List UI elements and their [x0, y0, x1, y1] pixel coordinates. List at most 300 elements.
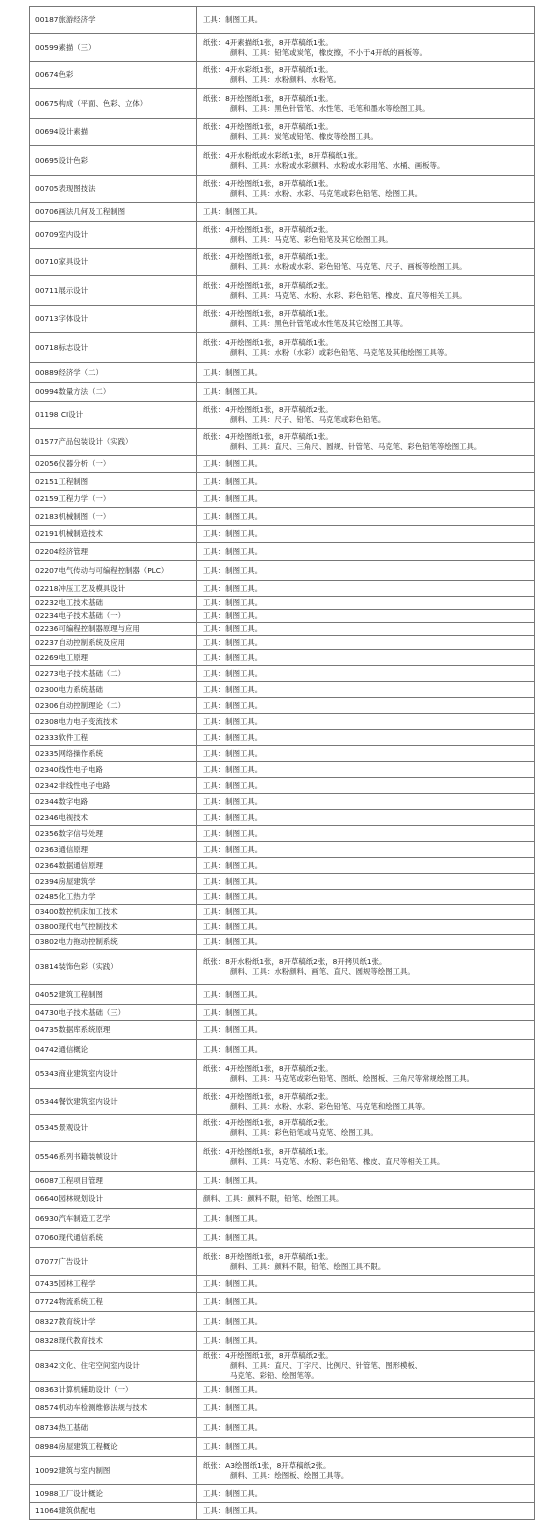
requirement-line: 颜料、工具：颜料不限，铅笔、绘图工具不限。 — [230, 1261, 386, 1271]
course-name: 00994数量方法（二） — [30, 383, 197, 402]
requirement-line: 工具：制图工具。 — [203, 828, 263, 838]
table-row — [30, 1293, 535, 1312]
requirement-line: 颜料、工具：直尺、三角尺、圆规、针管笔、马克笔、彩色铅笔等绘图工具。 — [230, 442, 482, 451]
table-row — [30, 826, 535, 842]
table-row — [30, 794, 535, 810]
requirement-cell — [197, 682, 535, 698]
requirement-line: 工具：制图工具。 — [203, 1297, 263, 1306]
requirement-line: 纸张：4开绘图纸1张，8开草稿纸1张。 — [203, 337, 333, 347]
table-row — [30, 650, 535, 666]
table-row — [30, 276, 535, 306]
table-row — [30, 730, 535, 746]
course-name: 08734热工基础 — [30, 1418, 197, 1438]
course-name: 11064建筑供配电 — [30, 1503, 197, 1520]
course-name: 02151工程制图 — [30, 473, 197, 491]
table-row — [30, 491, 535, 508]
requirement-cell — [197, 794, 535, 810]
course-name: 02191机械制造技术 — [30, 526, 197, 543]
course-name: 02306自动控制理论（二） — [30, 698, 197, 714]
table-row — [30, 1021, 535, 1040]
requirement-line: 纸张：4开绘图纸1张，8开草稿纸2张。 — [203, 1351, 333, 1360]
table-row — [30, 1060, 535, 1089]
table-row — [30, 1399, 535, 1418]
table-row — [30, 119, 535, 146]
requirement-cell — [197, 746, 535, 762]
course-name: 00718标志设计 — [30, 333, 197, 363]
table-row — [30, 666, 535, 682]
requirement-cell — [197, 1351, 535, 1382]
requirement-line: 颜料、工具：马克笔、彩色铅笔及其它绘图工具。 — [230, 235, 393, 244]
requirement-cell — [197, 363, 535, 383]
requirement-cell — [197, 1089, 535, 1115]
requirement-line: 工具：制图工具。 — [203, 876, 263, 886]
requirement-cell — [197, 920, 535, 935]
requirement-cell — [197, 508, 535, 526]
requirement-line: 颜料、工具：颜料不限，铅笔、绘图工具。 — [203, 1194, 344, 1203]
requirement-line: 纸张：4开素描纸1张，8开草稿纸1张。 — [203, 37, 333, 47]
requirement-cell — [197, 1312, 535, 1332]
course-name: 02159工程力学（一） — [30, 491, 197, 508]
table-row — [30, 543, 535, 561]
course-name: 05343商业建筑室内设计 — [30, 1060, 197, 1089]
table-row — [30, 935, 535, 950]
course-name: 00710家具设计 — [30, 249, 197, 276]
requirement-line: 颜料、工具：直尺、丁字尺、比例尺、针管笔、图形模板、 — [230, 1361, 423, 1370]
course-name: 01198 CI设计 — [30, 402, 197, 429]
requirement-line: 工具：制图工具。 — [203, 1422, 263, 1432]
table-row — [30, 473, 535, 491]
requirement-cell — [197, 176, 535, 203]
requirement-line: 颜料、工具：尺子、铅笔、马克笔或彩色铅笔。 — [230, 415, 386, 424]
course-name: 00694设计素描 — [30, 119, 197, 146]
requirement-line: 纸张：8开水粉纸1张，8开草稿纸2张，8开拷贝纸1张。 — [203, 957, 387, 966]
course-name: 10092建筑与室内制图 — [30, 1457, 197, 1485]
table-row — [30, 905, 535, 920]
course-name: 06930汽车制造工艺学 — [30, 1209, 197, 1229]
requirement-line: 纸张：8开绘图纸1张，8开草稿纸1张。 — [203, 93, 333, 103]
course-name: 00705表现图技法 — [30, 176, 197, 203]
requirement-cell — [197, 1418, 535, 1438]
course-name: 02232电工技术基础 — [30, 597, 197, 610]
course-name: 02300电力系统基础 — [30, 682, 197, 698]
requirement-line: 工具：制图工具。 — [203, 1007, 263, 1017]
requirement-line: 颜料、工具：水粉、水彩、彩色铅笔、马克笔和绘图工具等。 — [230, 1101, 430, 1111]
course-name: 02356数字信号处理 — [30, 826, 197, 842]
course-name: 07077广告设计 — [30, 1248, 197, 1276]
table-row — [30, 526, 535, 543]
requirement-cell — [197, 985, 535, 1005]
requirement-cell — [197, 473, 535, 491]
course-name: 00713字体设计 — [30, 306, 197, 333]
requirement-line: 纸张：4开绘图纸1张，8开草稿纸2张。 — [203, 405, 333, 414]
table-row — [30, 429, 535, 456]
table-row — [30, 746, 535, 762]
requirement-cell — [197, 402, 535, 429]
requirement-line: 工具：制图工具。 — [203, 387, 263, 396]
requirement-cell — [197, 950, 535, 985]
requirement-cell — [197, 610, 535, 623]
course-name: 00675构成（平面、色彩、立体） — [30, 89, 197, 119]
requirement-line: 纸张：4开水粉纸或水彩纸1张，8开草稿纸1张。 — [203, 150, 363, 160]
table-row — [30, 810, 535, 826]
requirement-line: 工具：制图工具。 — [203, 565, 263, 575]
requirement-line: 工具：制图工具。 — [203, 476, 263, 486]
table-row — [30, 249, 535, 276]
requirement-line: 工具：制图工具。 — [203, 1403, 263, 1412]
course-name: 02394房屋建筑学 — [30, 874, 197, 890]
table-row — [30, 1457, 535, 1485]
requirement-cell — [197, 597, 535, 610]
requirement-cell — [197, 222, 535, 249]
drawing-tools-table — [29, 6, 535, 1520]
requirement-line: 工具：制图工具。 — [203, 780, 263, 790]
course-name: 02363通信原理 — [30, 842, 197, 858]
course-name: 02269电工原理 — [30, 650, 197, 666]
table-row — [30, 333, 535, 363]
table-row — [30, 1005, 535, 1021]
course-name: 02364数据通信原理 — [30, 858, 197, 874]
requirement-line: 颜料、工具：水粉、水彩、马克笔或彩色铅笔、绘图工具。 — [230, 189, 423, 198]
requirement-line: 工具：制图工具。 — [203, 1488, 263, 1498]
course-name: 02335网络操作系统 — [30, 746, 197, 762]
requirement-cell — [197, 1060, 535, 1089]
requirement-cell — [197, 650, 535, 666]
table-row — [30, 698, 535, 714]
requirement-line: 工具：制图工具。 — [203, 716, 263, 726]
course-name: 06087工程项目管理 — [30, 1172, 197, 1190]
requirement-cell — [197, 826, 535, 842]
requirement-cell — [197, 666, 535, 682]
requirement-cell — [197, 874, 535, 890]
requirement-line: 颜料、工具：黑色针管笔或水性笔及其它绘图工具等。 — [230, 319, 408, 328]
requirement-line: 纸张：4开绘图纸1张，8开草稿纸2张。 — [203, 280, 333, 290]
table-row — [30, 1418, 535, 1438]
table-body — [30, 7, 535, 1520]
course-name: 08328现代教育技术 — [30, 1332, 197, 1351]
requirement-cell — [197, 623, 535, 636]
requirement-line: 纸张：4开绘图纸1张，8开草稿纸1张。 — [203, 309, 333, 318]
requirement-line: 工具：制图工具。 — [203, 546, 263, 556]
table-row — [30, 920, 535, 935]
requirement-cell — [197, 1276, 535, 1293]
requirement-cell — [197, 383, 535, 402]
course-name: 02236可编程控制器原理与应用 — [30, 623, 197, 636]
requirement-cell — [197, 276, 535, 306]
requirement-cell — [197, 119, 535, 146]
requirement-line: 纸张：4开绘图纸1张，8开草稿纸1张。 — [203, 432, 333, 441]
requirement-line: 工具：制图工具。 — [203, 207, 263, 216]
table-row — [30, 778, 535, 794]
table-row — [30, 1190, 535, 1209]
requirement-cell — [197, 1040, 535, 1060]
requirement-line: 马克笔、彩铅、绘图笔等。 — [230, 1371, 319, 1380]
requirement-line: 工具：制图工具。 — [203, 624, 263, 633]
requirement-line: 工具：制图工具。 — [203, 1044, 263, 1054]
requirement-line: 工具：制图工具。 — [203, 937, 263, 946]
course-name: 02207电气传动与可编程控制器（PLC） — [30, 561, 197, 581]
requirement-line: 颜料、工具：炭笔或铅笔、橡皮等绘图工具。 — [230, 132, 378, 141]
requirement-line: 纸张：4开绘图纸1张，8开草稿纸2张。 — [203, 1064, 333, 1073]
course-name: 07724物流系统工程 — [30, 1293, 197, 1312]
table-row — [30, 1142, 535, 1172]
table-row — [30, 203, 535, 222]
course-name: 02485化工热力学 — [30, 890, 197, 905]
course-name: 05344餐饮建筑室内设计 — [30, 1089, 197, 1115]
course-name: 02342非线性电子电路 — [30, 778, 197, 794]
table-row — [30, 1382, 535, 1399]
table-row — [30, 950, 535, 985]
requirement-cell — [197, 778, 535, 794]
course-name: 10988工厂设计概论 — [30, 1485, 197, 1503]
table-row — [30, 62, 535, 89]
requirement-line: 纸张：4开绘图纸1张，8开草稿纸1张。 — [203, 122, 333, 131]
course-name: 05345景观设计 — [30, 1115, 197, 1142]
table-row — [30, 1503, 535, 1520]
requirement-line: 工具：制图工具。 — [203, 907, 263, 916]
requirement-line: 工具：制图工具。 — [203, 1442, 263, 1451]
course-name: 00187旅游经济学 — [30, 7, 197, 34]
requirement-cell — [197, 1438, 535, 1457]
table-row — [30, 1089, 535, 1115]
requirement-line: 工具：制图工具。 — [203, 1316, 263, 1326]
requirement-cell — [197, 1399, 535, 1418]
requirement-line: 工具：制图工具。 — [203, 668, 263, 678]
requirement-cell — [197, 1248, 535, 1276]
requirement-cell — [197, 935, 535, 950]
requirement-cell — [197, 890, 535, 905]
table-row — [30, 842, 535, 858]
course-name: 05546系列书籍装帧设计 — [30, 1142, 197, 1172]
course-name: 00599素描（三） — [30, 34, 197, 62]
table-row — [30, 363, 535, 383]
requirement-cell — [197, 698, 535, 714]
requirement-cell — [197, 561, 535, 581]
requirement-line: 颜料、工具：水粉颜料、画笔、直尺、圆规等绘图工具。 — [230, 967, 415, 976]
requirement-line: 颜料、工具：马克笔、水粉、水彩、彩色铅笔、橡皮、直尺等相关工具。 — [230, 290, 467, 300]
course-name: 03400数控机床加工技术 — [30, 905, 197, 920]
table-row — [30, 1209, 535, 1229]
requirement-cell — [197, 810, 535, 826]
requirement-cell — [197, 1190, 535, 1209]
requirement-line: 工具：制图工具。 — [203, 1025, 263, 1034]
requirement-cell — [197, 1005, 535, 1021]
course-name: 07060现代通信系统 — [30, 1229, 197, 1248]
table-row — [30, 597, 535, 610]
requirement-line: 工具：制图工具。 — [203, 15, 263, 24]
course-name: 02183机械制图（一） — [30, 508, 197, 526]
requirement-line: 纸张：4开绘图纸1张，8开草稿纸1张。 — [203, 1146, 333, 1156]
course-name: 03814装饰色彩（实践） — [30, 950, 197, 985]
requirement-line: 颜料、工具：水粉（水彩）或彩色铅笔、马克笔及其他绘图工具等。 — [230, 347, 452, 357]
requirement-cell — [197, 543, 535, 561]
table-row — [30, 1332, 535, 1351]
requirement-line: 纸张：4开绘图纸1张，8开草稿纸2张。 — [203, 1118, 333, 1127]
requirement-cell — [197, 1229, 535, 1248]
table-row — [30, 1248, 535, 1276]
course-name: 04052建筑工程制图 — [30, 985, 197, 1005]
requirement-cell — [197, 1142, 535, 1172]
table-row — [30, 306, 535, 333]
requirement-cell — [197, 456, 535, 473]
course-name: 00711展示设计 — [30, 276, 197, 306]
course-name: 02346电视技术 — [30, 810, 197, 826]
course-name: 02333软件工程 — [30, 730, 197, 746]
requirement-line: 颜料、工具：马克笔或彩色铅笔、图纸、绘图板、三角尺等常规绘图工具。 — [230, 1074, 474, 1083]
table-row — [30, 1172, 535, 1190]
requirement-cell — [197, 526, 535, 543]
table-row — [30, 7, 535, 34]
table-row — [30, 714, 535, 730]
requirement-cell — [197, 491, 535, 508]
requirement-cell — [197, 203, 535, 222]
course-name: 02218冲压工艺及模具设计 — [30, 581, 197, 597]
requirement-line: 工具：制图工具。 — [203, 611, 263, 620]
requirement-line: 颜料、工具：彩色铅笔或马克笔、绘图工具。 — [230, 1128, 378, 1137]
requirement-cell — [197, 842, 535, 858]
requirement-cell — [197, 1021, 535, 1040]
table-row — [30, 874, 535, 890]
requirement-cell — [197, 333, 535, 363]
table-row — [30, 1351, 535, 1382]
course-name: 03800现代电气控制技术 — [30, 920, 197, 935]
course-name: 02234电子技术基础（一） — [30, 610, 197, 623]
course-name: 02308电力电子变流技术 — [30, 714, 197, 730]
requirement-cell — [197, 636, 535, 650]
course-name: 04735数据库系统原理 — [30, 1021, 197, 1040]
requirement-line: 工具：制图工具。 — [203, 1279, 263, 1288]
requirement-line: 纸张：4开绘图纸1张，8开草稿纸2张。 — [203, 225, 333, 234]
requirement-line: 颜料、工具：水粉或水彩颜料、水粉或水彩用笔、水桶、画板等。 — [230, 160, 445, 170]
requirement-line: 工具：制图工具。 — [203, 1175, 263, 1185]
course-name: 02237自动控制系统及应用 — [30, 636, 197, 650]
requirement-line: 工具：制图工具。 — [203, 637, 263, 647]
requirement-line: 颜料、工具：黑色针管笔、水性笔、毛笔和墨水等绘图工具。 — [230, 103, 430, 113]
requirement-line: 工具：制图工具。 — [203, 812, 263, 822]
requirement-line: 工具：制图工具。 — [203, 684, 263, 694]
table-row — [30, 34, 535, 62]
requirement-cell — [197, 858, 535, 874]
course-name: 00674色彩 — [30, 62, 197, 89]
requirement-cell — [197, 730, 535, 746]
table-row — [30, 581, 535, 597]
requirement-line: 工具：制图工具。 — [203, 1233, 263, 1242]
requirement-cell — [197, 249, 535, 276]
requirement-line: 工具：制图工具。 — [203, 922, 263, 931]
requirement-cell — [197, 306, 535, 333]
course-name: 02204经济管理 — [30, 543, 197, 561]
course-name: 08984房屋建筑工程概论 — [30, 1438, 197, 1457]
requirement-cell — [197, 1172, 535, 1190]
requirement-line: 纸张：A3绘图纸1张，8开草稿纸2张。 — [203, 1460, 331, 1470]
requirement-line: 工具：制图工具。 — [203, 1385, 263, 1394]
requirement-line: 工具：制图工具。 — [203, 494, 263, 503]
table-row — [30, 146, 535, 176]
course-name: 02273电子技术基础（二） — [30, 666, 197, 682]
requirement-cell — [197, 1485, 535, 1503]
requirement-line: 纸张：4开绘图纸1张，8开草稿纸2张。 — [203, 1091, 333, 1101]
course-name: 02056仪器分析（一） — [30, 456, 197, 473]
table-row — [30, 1276, 535, 1293]
table-row — [30, 89, 535, 119]
requirement-cell — [197, 1115, 535, 1142]
table-row — [30, 858, 535, 874]
table-row — [30, 456, 535, 473]
requirement-cell — [197, 762, 535, 778]
requirement-line: 工具：制图工具。 — [203, 367, 263, 377]
requirement-cell — [197, 1457, 535, 1485]
requirement-line: 颜料、工具：马克笔、水粉、彩色铅笔、橡皮、直尺等相关工具。 — [230, 1156, 445, 1166]
course-name: 03802电力拖动控制系统 — [30, 935, 197, 950]
requirement-line: 颜料、工具：水粉颜料、水粉笔。 — [230, 75, 341, 84]
requirement-line: 工具：制图工具。 — [203, 892, 263, 901]
requirement-line: 工具：制图工具。 — [203, 989, 263, 999]
requirement-line: 纸张：4开绘图纸1张，8开草稿纸1张。 — [203, 179, 333, 188]
table-row — [30, 682, 535, 698]
table-row — [30, 985, 535, 1005]
course-name: 00706画法几何及工程制图 — [30, 203, 197, 222]
course-name: 02340线性电子电路 — [30, 762, 197, 778]
table-row — [30, 1229, 535, 1248]
course-name: 08342文化、住宅空间室内设计 — [30, 1351, 197, 1382]
course-name: 08363计算机辅助设计（一） — [30, 1382, 197, 1399]
requirement-cell — [197, 146, 535, 176]
requirement-line: 纸张：8开绘图纸1张，8开草稿纸1张。 — [203, 1251, 333, 1261]
requirement-cell — [197, 34, 535, 62]
requirement-line: 工具：制图工具。 — [203, 1506, 263, 1515]
requirement-cell — [197, 89, 535, 119]
course-name: 00695设计色彩 — [30, 146, 197, 176]
requirement-line: 颜料、工具：铅笔或炭笔，橡皮擦，不小于4开纸的画板等。 — [230, 47, 427, 57]
table-row — [30, 610, 535, 623]
requirement-line: 工具：制图工具。 — [203, 1213, 263, 1223]
requirement-line: 工具：制图工具。 — [203, 652, 263, 662]
requirement-cell — [197, 1382, 535, 1399]
requirement-line: 颜料、工具：绘图板、绘图工具等。 — [230, 1470, 349, 1480]
requirement-cell — [197, 1503, 535, 1520]
requirement-line: 工具：制图工具。 — [203, 748, 263, 758]
course-name: 04730电子技术基础（三） — [30, 1005, 197, 1021]
requirement-line: 工具：制图工具。 — [203, 583, 263, 593]
requirement-line: 工具：制图工具。 — [203, 844, 263, 854]
table-row — [30, 890, 535, 905]
requirement-line: 工具：制图工具。 — [203, 459, 263, 468]
table-row — [30, 636, 535, 650]
requirement-line: 工具：制图工具。 — [203, 700, 263, 710]
requirement-line: 工具：制图工具。 — [203, 860, 263, 870]
table-row — [30, 1115, 535, 1142]
requirement-cell — [197, 581, 535, 597]
requirement-line: 工具：制图工具。 — [203, 529, 263, 538]
requirement-line: 颜料、工具：水粉或水彩、彩色铅笔、马克笔、尺子、画板等绘图工具。 — [230, 262, 467, 271]
course-name: 00709室内设计 — [30, 222, 197, 249]
table-row — [30, 383, 535, 402]
table-row — [30, 176, 535, 203]
course-name: 02344数字电路 — [30, 794, 197, 810]
table-row — [30, 623, 535, 636]
table-row — [30, 402, 535, 429]
requirement-line: 纸张：4开水彩纸1张，8开草稿纸1张。 — [203, 65, 333, 74]
requirement-line: 工具：制图工具。 — [203, 732, 263, 742]
table-row — [30, 1312, 535, 1332]
requirement-line: 工具：制图工具。 — [203, 764, 263, 774]
requirement-line: 工具：制图工具。 — [203, 511, 263, 521]
course-name: 08327教育统计学 — [30, 1312, 197, 1332]
table-row — [30, 508, 535, 526]
requirement-line: 纸张：4开绘图纸1张，8开草稿纸1张。 — [203, 252, 333, 261]
course-name: 08574机动车检测维修法规与技术 — [30, 1399, 197, 1418]
requirement-cell — [197, 905, 535, 920]
course-name: 06640园林规划设计 — [30, 1190, 197, 1209]
